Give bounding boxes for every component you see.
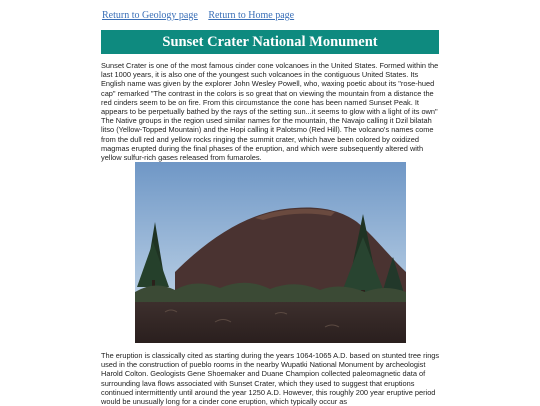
eruption-paragraph: The eruption is classically cited as starting during the years 1064-1065 A.D. based on stunted tree rings used in the construction of pueblo rooms in the nearby Wupatki National Monument by archeologist Harold Colton. Geologists Gene Shoemaker and Duane Champion collected paleomagnetic data of surrounding lava flows associated with Sunset Crater, which they used to suggest that eruptions continued intermittently until around the year 1250 A.D. However, this roughly 200 year eruptive period would be unusually long for a cinder cone eruption, which typically occur as [101,351,440,406]
intro-paragraph: Sunset Crater is one of the most famous cinder cone volcanoes in the United States. Formed within the last 1000 years, it is also one of the youngest such volcanoes in the contiguous United States. Its English name was given by the explorer John Wesley Powell, who, waxing poetic about its "rose-hued cap" remarked "The contrast in the colors is so great that on viewing the mountain from a distance the red cinders seem to be on fire. From this circumstance the cone has been named Sunset Peak. It appears to be perpetually bathed by the rays of the setting sun...it seems to glow with a light of its own" The Native groups in the region used similar names for the mountain, the Navajo calling it Dzil bilatah litso (Yellow-Topped Mountain) and the Hopi calling it Palotsmo (Red Hill). The volcano's names come from the dull red and yellow rocks ringing the summit crater, which have been colored by oxidized magmas erupted during the final phases of the eruption, and which were subsequently altered with yellow sulfur-rich gases released from fumaroles. [101,61,439,163]
top-navigation [102,10,302,21]
return-to-geology-link[interactable]: Return to Geology page [102,10,198,21]
sunset-crater-photo [135,162,406,343]
return-to-home-link[interactable]: Return to Home page [208,10,295,21]
page-title: Sunset Crater National Monument [101,30,439,54]
